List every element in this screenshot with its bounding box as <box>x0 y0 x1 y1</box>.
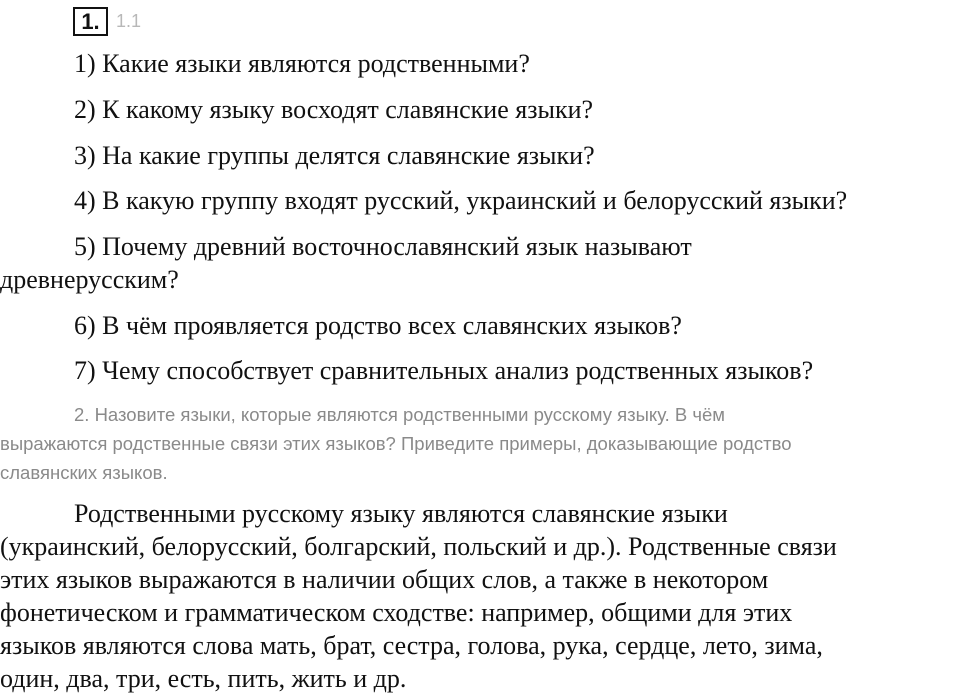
task-2-line: 2. Назовите языки, которые являются родственными русскому языку. В чём <box>74 404 726 425</box>
question-4 <box>0 184 960 217</box>
question-text: 4) В какую группу входят русский, украинский и белорусский языки? <box>74 186 848 215</box>
answer-line: (украинский, белорусский, болгарский, польский и др.). Родственные связи <box>0 532 837 561</box>
question-1 <box>0 47 960 80</box>
question-text: 2) К какому языку восходят славянские языки? <box>74 95 594 124</box>
task-2-prompt <box>0 400 960 487</box>
question-6 <box>0 309 960 342</box>
exercise-header <box>73 6 141 36</box>
question-text: 7) Чему способствует сравнительных анализ родственных языков? <box>74 356 814 385</box>
question-2 <box>0 93 960 126</box>
question-text: 1) Какие языки являются родственными? <box>74 49 530 78</box>
task-2-line: выражаются родственные связи этих языков? Приведите примеры, доказывающие родство <box>0 433 792 454</box>
exercise-number-box: 1. <box>73 7 108 36</box>
exercise-sub-label: 1.1 <box>116 10 142 31</box>
answer-line: языков являются слова мать, брат, сестра, голова, рука, сердце, лето, зима, <box>0 631 823 660</box>
question-text: 6) В чём проявляется родство всех славянских языков? <box>74 311 682 340</box>
question-text-continued: древнерусским? <box>0 265 179 294</box>
answer-line: этих языков выражаются в наличии общих слов, а также в некотором <box>0 565 769 594</box>
question-7 <box>0 354 960 387</box>
question-5 <box>0 230 960 296</box>
question-text: 5) Почему древний восточнославянский язык называют <box>74 232 692 261</box>
answer-line: один, два, три, есть, пить, жить и др. <box>0 664 407 693</box>
answer-line: Родственными русскому языку являются славянские языки <box>74 499 728 528</box>
question-3 <box>0 139 960 172</box>
question-text: 3) На какие группы делятся славянские языки? <box>74 141 595 170</box>
answer-line: фонетическом и грамматическом сходстве: например, общими для этих <box>0 598 793 627</box>
answer-paragraph <box>0 497 960 695</box>
task-2-line: славянских языков. <box>0 462 168 483</box>
